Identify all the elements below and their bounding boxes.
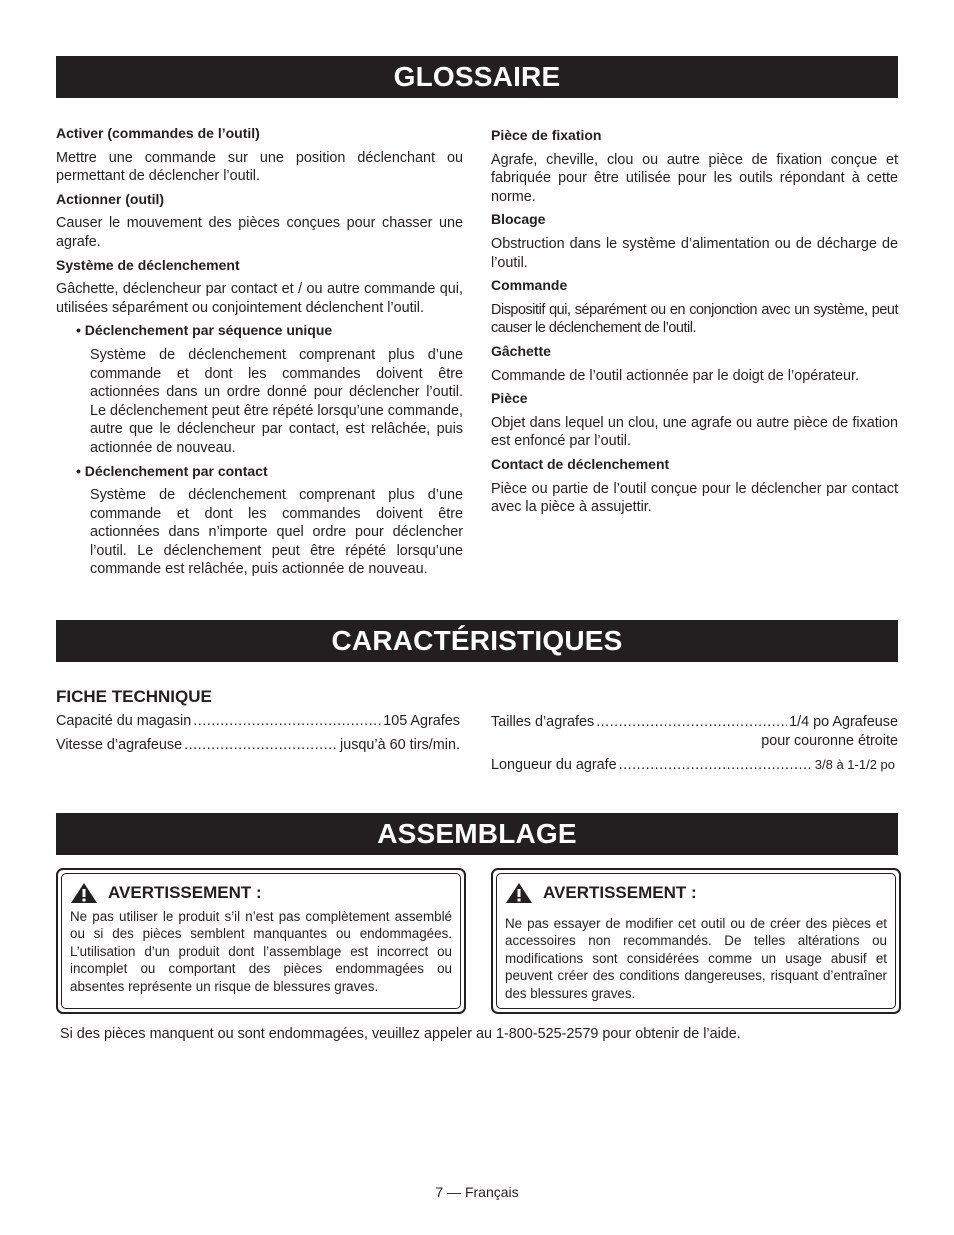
spec-row	[491, 756, 898, 775]
warning-box	[56, 868, 466, 1014]
warning-triangle-icon	[505, 882, 533, 904]
page-footer: 7 — Français	[435, 1184, 519, 1200]
glossary-term: Activer (commandes de l’outil)	[56, 125, 260, 141]
glossary-definition: Mettre une commande sur une position déclenchant ou permettant de déclencher l’outil.	[56, 149, 463, 185]
glossary-subterm: • Déclenchement par contact	[76, 462, 268, 479]
warning-text: Ne pas utiliser le produit s’il n’est pas complètement assemblé ou si des pièces semblent manquantes ou endommagées. L’utilisation d’un produit dont l’assemblage est incorrect ou incomplet ou comportant des pièces endommagées ou absentes représente un risque de blessures graves.	[70, 909, 452, 994]
assembly-banner: ASSEMBLAGE	[56, 813, 898, 855]
spec-label: Vitesse d’agrafeuse	[56, 737, 183, 753]
glossary-subdefinition: Système de déclenchement comprenant plus d’une commande et dont les commandes doivent être actionnées dans un ordre donné pour déclencher l’outil. Le déclenchement peut être répété lorsqu’une commande, autre que le déclencheur par contact, est relâchée, puis actionnée de nouveau.	[90, 346, 463, 456]
warning-triangle-icon	[70, 882, 98, 904]
spec-value: 105 Agrafes	[383, 713, 460, 729]
spec-label: Tailles d’agrafes	[491, 714, 595, 730]
glossary-term: Gâchette	[491, 342, 551, 359]
spec-value: jusqu’à 60 tirs/min.	[340, 737, 460, 753]
leader-dots	[184, 736, 338, 755]
glossary-definition: Agrafe, cheville, clou ou autre pièce de fixation conçue et fabriquée pour être utilisée pour les outils répondant à cette norme.	[491, 151, 898, 205]
glossary-definition: Obstruction dans le système d’alimentation ou de décharge de l’outil.	[491, 235, 898, 271]
glossary-right-column	[491, 126, 898, 521]
spec-title: FICHE TECHNIQUE	[56, 687, 212, 706]
warning-text: Ne pas essayer de modifier cet outil ou de créer des pièces et accessoires non recommandés. De telles altérations ou modifications sont considérées comme un usage abusif et peuvent créer des conditions dangereuses, risquant d’entraîner des blessures graves.	[505, 916, 887, 1001]
glossary-subdefinition: Système de déclenchement comprenant plus d’une commande et dont les commandes doivent être actionnées dans n’importe quel ordre pour déclencher l’outil. Le déclenchement peut être répété lorsqu’une commande est relâchée, puis actionnée de nouveau.	[90, 487, 463, 578]
leader-dots	[193, 712, 381, 731]
glossary-definition: Objet dans lequel un clou, une agrafe ou autre pièce de fixation est enfoncé par l’outil.	[491, 414, 898, 450]
spec-row	[56, 736, 460, 755]
glossary-term: Contact de déclenchement	[491, 455, 670, 472]
glossary-subterm: • Déclenchement par séquence unique	[76, 322, 333, 339]
leader-dots	[619, 756, 813, 775]
warning-header	[505, 882, 697, 904]
warning-header	[70, 882, 262, 904]
warning-title: AVERTISSEMENT :	[108, 883, 262, 902]
spec-label: Capacité du magasin	[56, 713, 192, 729]
spec-value: 1/4 po Agrafeuse	[789, 714, 898, 730]
glossary-definition: Pièce ou partie de l’outil conçue pour le déclencher par contact avec la pièce à assujettir.	[491, 480, 898, 516]
glossary-definition: Causer le mouvement des pièces conçues pour chasser une agrafe.	[56, 215, 463, 250]
spec-label: Longueur du agrafe	[491, 757, 617, 773]
glossary-definition: Commande de l’outil actionnée par le doigt de l’opérateur.	[491, 367, 859, 384]
glossary-term: Blocage	[491, 211, 546, 228]
warning-box	[491, 868, 901, 1014]
glossary-definition: Gâchette, déclencheur par contact et / ou autre commande qui, utilisées séparément ou conjointement déclenchent l’outil.	[56, 281, 463, 316]
glossary-left-column	[56, 124, 463, 583]
glossary-definition: Dispositif qui, séparément ou en conjonction avec un système, peut causer le déclenchement de l’outil.	[491, 301, 898, 337]
spec-value: 3/8 à 1-1/2 po	[814, 757, 895, 772]
glossary-term: Actionner (outil)	[56, 190, 165, 207]
glossary-term: Pièce	[491, 390, 528, 407]
glossary-term: Commande	[491, 277, 568, 294]
glossary-term: Système de déclenchement	[56, 256, 240, 273]
leader-dots	[596, 713, 787, 732]
spec-value-continuation: pour couronne étroite	[761, 733, 898, 749]
spec-row	[491, 713, 898, 732]
spec-row	[56, 712, 460, 731]
glossary-term: Pièce de fixation	[491, 127, 602, 143]
warning-title: AVERTISSEMENT :	[543, 883, 697, 902]
features-banner: CARACTÉRISTIQUES	[56, 620, 898, 662]
help-text: Si des pièces manquent ou sont endommagées, veuillez appeler au 1-800-525-2579 pour obtenir de l’aide.	[60, 1026, 741, 1042]
glossary-banner: GLOSSAIRE	[56, 56, 898, 98]
